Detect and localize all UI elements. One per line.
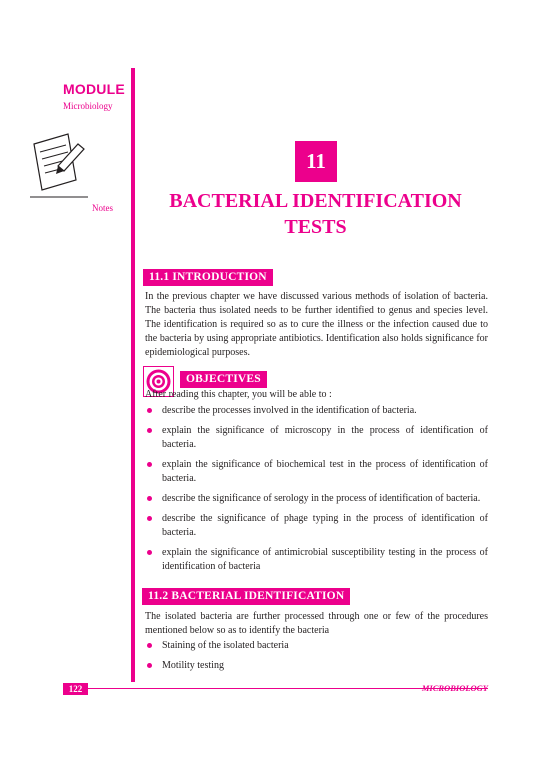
bullet-icon (147, 516, 152, 521)
list-item: Staining of the isolated bacteria (145, 639, 488, 653)
objectives-lead: After reading this chapter, you will be able to : (145, 389, 332, 400)
notes-label: Notes (92, 203, 113, 213)
bullet-icon (147, 643, 152, 648)
list-item: explain the significance of antimicrobial susceptibility testing in the process of identification of bacteria (145, 546, 488, 574)
chapter-number: 11 (295, 141, 337, 182)
intro-paragraph: In the previous chapter we have discussed various methods of isolation of bacteria. The bacteria thus isolated needs to be further identified to genus and species level. The identification is required so as to cure the illness or the infection caused due to the bacteria by using appropriate antibiotics. Identification also holds significance for epidemiological purposes. (145, 291, 488, 358)
subject-label: Microbiology (63, 101, 113, 111)
bullet-icon (147, 428, 152, 433)
list-item: explain the significance of microscopy in the process of identification of bacteria. (145, 424, 488, 452)
chapter-title-line2: TESTS (284, 216, 347, 238)
list-item: explain the significance of biochemical test in the process of identification of bacteria. (145, 458, 488, 486)
bullet-icon (147, 663, 152, 668)
section2-paragraph: The isolated bacteria are further processed through one or few of the procedures mentioned below so as to identify the bacteria (145, 611, 488, 636)
bullet-icon (147, 408, 152, 413)
margin-rule (131, 68, 135, 682)
list-item: describe the significance of serology in the process of identification of bacteria. (145, 492, 488, 506)
bullet-icon (147, 496, 152, 501)
notes-icon (30, 126, 88, 198)
page-number: 122 (63, 683, 88, 695)
objectives-heading: OBJECTIVES (180, 371, 267, 388)
list-item: describe the processes involved in the identification of bacteria. (145, 404, 488, 418)
bullet-icon (147, 462, 152, 467)
bullet-icon (147, 550, 152, 555)
list-item: Motility testing (145, 659, 488, 673)
module-label: MODULE (63, 81, 125, 97)
intro-heading: 11.1 INTRODUCTION (143, 269, 273, 286)
list-item: describe the significance of phage typing in the process of identification of bacteria. (145, 512, 488, 540)
section2-heading: 11.2 BACTERIAL IDENTIFICATION (142, 588, 350, 605)
footer-title: MICROBIOLOGY (421, 683, 488, 693)
procedures-list (145, 639, 488, 679)
chapter-title-line1: BACTERIAL IDENTIFICATION (169, 190, 462, 212)
objectives-list (145, 404, 488, 580)
